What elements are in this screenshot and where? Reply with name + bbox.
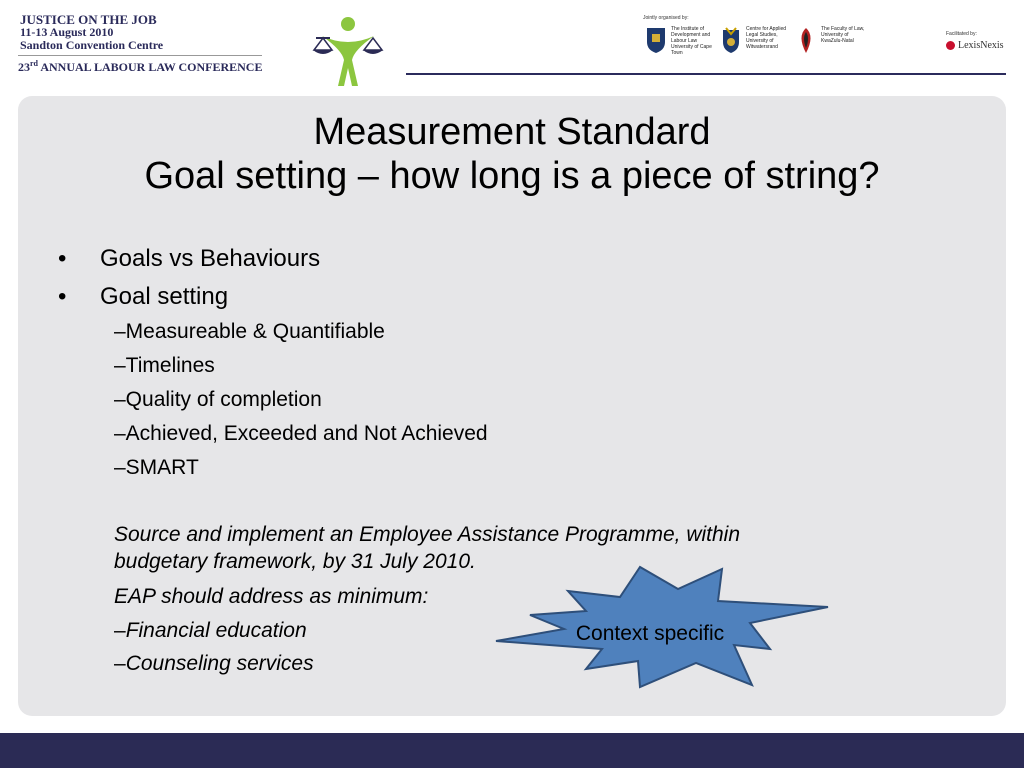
footer-band <box>0 733 1024 768</box>
sub-item: –SMART <box>114 456 199 479</box>
event-venue: Sandton Convention Centre <box>20 38 164 52</box>
eap-item: –Counseling services <box>114 652 314 675</box>
facilitated-caption: Facilitated by: <box>946 31 977 37</box>
bullet-marker: • <box>58 245 67 272</box>
bullet-marker: • <box>58 283 67 310</box>
justice-logo-icon <box>308 10 388 90</box>
jointly-organised-caption: Jointly organised by: <box>643 15 689 21</box>
conference-header <box>20 13 163 52</box>
bullet-item: • Goal setting <box>58 283 229 310</box>
eap-item: –Financial education <box>114 619 307 642</box>
eap-heading: EAP should address as minimum: <box>114 585 429 608</box>
sub-item: –Measureable & Quantifiable <box>114 320 385 343</box>
sub-item: –Timelines <box>114 354 215 377</box>
title-line-2: Goal setting – how long is a piece of string? <box>144 155 880 197</box>
event-title: JUSTICE ON THE JOB <box>20 12 157 27</box>
header-divider <box>18 55 262 56</box>
partner-uct: The Institute of Development and Labour Law University of Cape Town <box>645 26 719 56</box>
ukzn-crest-icon <box>795 26 817 54</box>
sub-item: –Quality of completion <box>114 388 322 411</box>
partner-ukzn: The Faculty of Law, University of KwaZulu-Natal <box>795 26 869 54</box>
slide-title <box>0 110 1024 198</box>
lexisnexis-icon <box>946 41 955 50</box>
partner-wits: Centre for Applied Legal Studies, University of Witwatersrand <box>720 26 794 54</box>
header-rule <box>406 73 1006 75</box>
example-line-2: budgetary framework, by 31 July 2010. <box>114 550 476 573</box>
uct-crest-icon <box>645 26 667 54</box>
context-callout <box>490 565 835 695</box>
lexisnexis-logo: LexisNexis <box>946 40 1004 51</box>
example-line-1: Source and implement an Employee Assistance Programme, within <box>114 523 741 546</box>
conference-name: 23rd ANNUAL LABOUR LAW CONFERENCE <box>18 59 263 74</box>
title-line-1: Measurement Standard <box>313 111 711 153</box>
callout-label: Context specific <box>575 622 725 645</box>
sub-item: –Achieved, Exceeded and Not Achieved <box>114 422 488 445</box>
wits-crest-icon <box>720 26 742 54</box>
bullet-item: • Goals vs Behaviours <box>58 245 321 272</box>
event-dates: 11-13 August 2010 <box>20 25 114 39</box>
